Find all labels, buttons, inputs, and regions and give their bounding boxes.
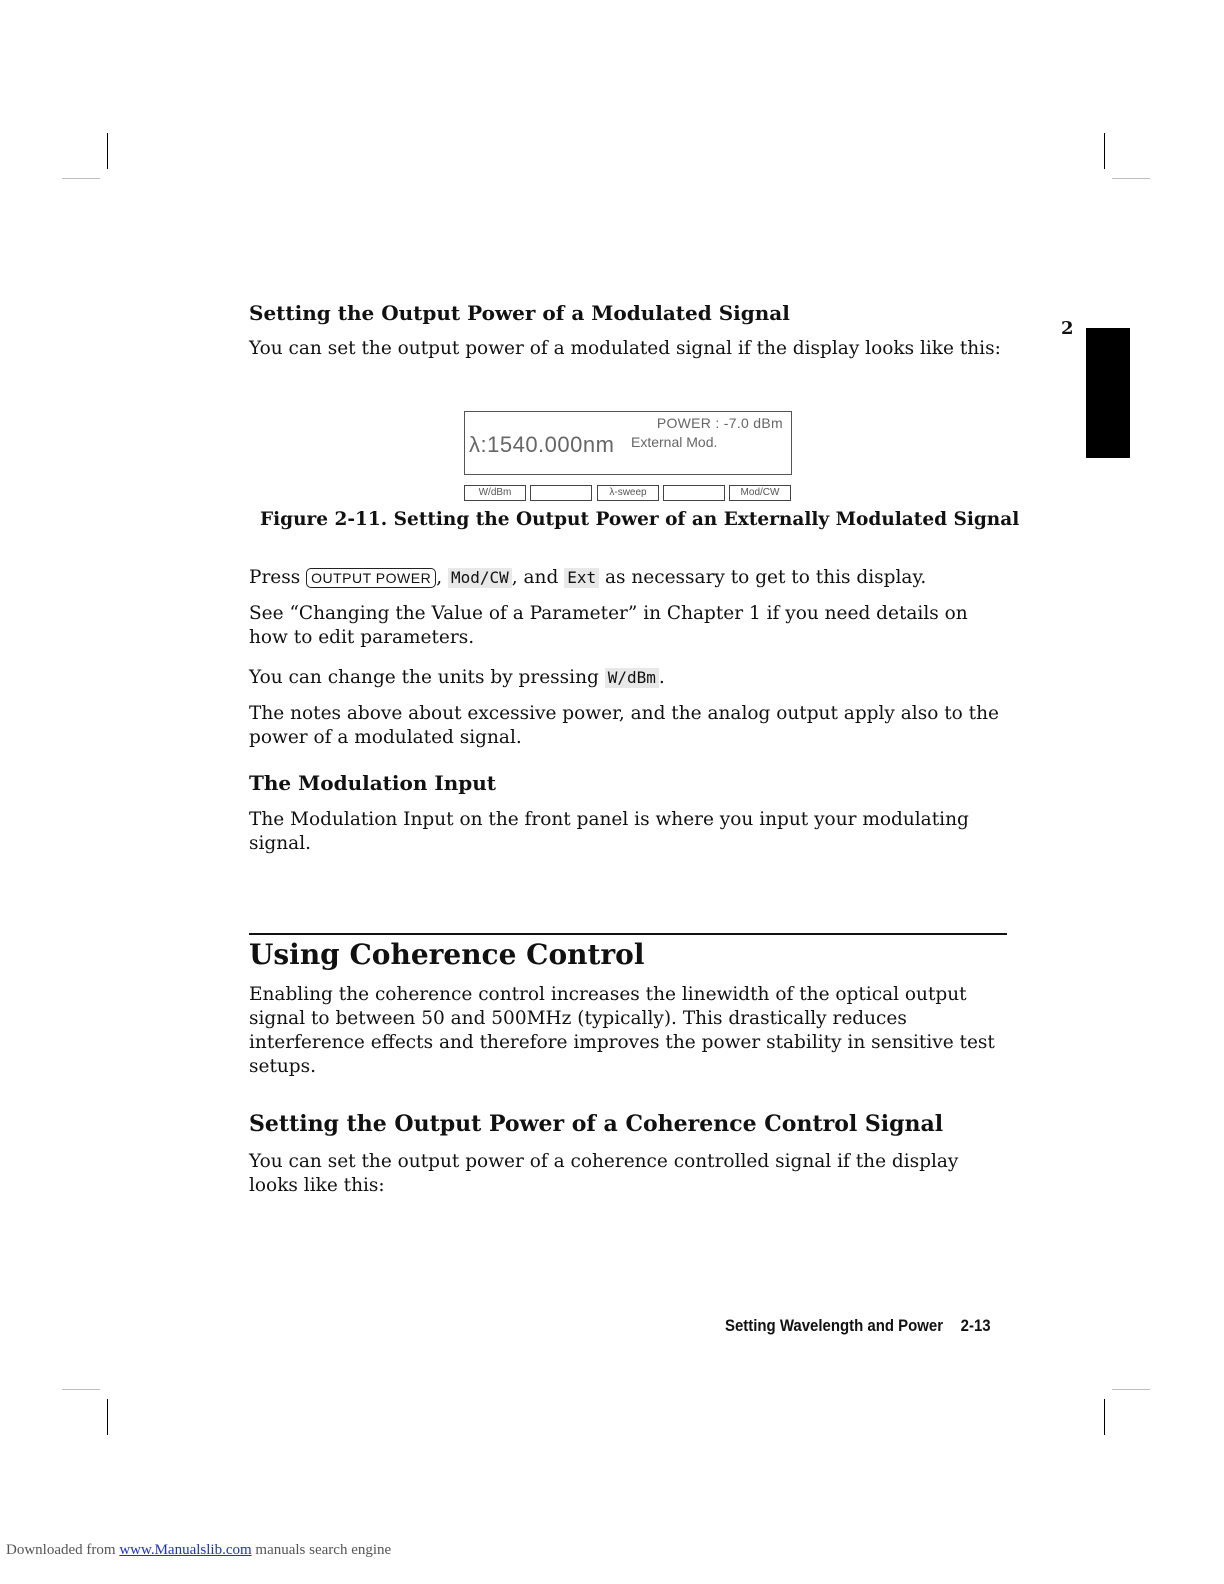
- text: as necessary to get to this display.: [599, 567, 927, 588]
- text: .: [658, 667, 665, 688]
- text: ,: [436, 567, 448, 588]
- paragraph: Enabling the coherence control increases the linewidth of the optical output signal to between 50 and 500MHz (typically). This drastically reduces interference effects and therefore improves the power stability in sensitive test setups.: [249, 984, 995, 1077]
- page-number: 2-13: [960, 1316, 991, 1335]
- section-divider: [249, 933, 1007, 935]
- instrument-display: [464, 411, 792, 475]
- page-footer: [725, 1316, 991, 1336]
- crop-mark: [107, 133, 108, 169]
- press-instruction: [249, 566, 1009, 590]
- text: manuals search engine: [251, 1542, 392, 1558]
- footer-title: Setting Wavelength and Power: [725, 1316, 944, 1335]
- softkey-blank[interactable]: [530, 485, 592, 501]
- softkey-row: [464, 485, 794, 502]
- figure-caption: Figure 2-11. Setting the Output Power of an Externally Modulated Signal: [260, 509, 1020, 530]
- manualslib-link[interactable]: www.Manualslib.com: [119, 1542, 252, 1558]
- text: Press: [249, 567, 307, 588]
- paragraph: The Modulation Input on the front panel is where you input your modulating signal.: [249, 809, 969, 854]
- mod-cw-softkey-label: Mod/CW: [448, 568, 512, 588]
- w-dbm-softkey-label: W/dBm: [605, 668, 659, 688]
- section-heading: Setting the Output Power of a Coherence Control Signal: [249, 1111, 944, 1137]
- text: Downloaded from: [6, 1542, 120, 1558]
- chapter-tab: [1086, 328, 1130, 458]
- paragraph: You can set the output power of a coherence controlled signal if the display looks like this:: [249, 1151, 959, 1196]
- section-heading: The Modulation Input: [249, 771, 497, 795]
- ext-softkey-label: Ext: [564, 568, 599, 588]
- download-note: [6, 1542, 391, 1559]
- softkey-lambda-sweep[interactable]: λ-sweep: [597, 485, 659, 501]
- crop-mark: [107, 1399, 108, 1435]
- display-mode: External Mod.: [631, 434, 718, 450]
- softkey-blank[interactable]: [663, 485, 725, 501]
- chapter-number: 2: [1061, 318, 1074, 339]
- paragraph: The notes above about excessive power, and the analog output apply also to the power of a modulated signal.: [249, 703, 999, 748]
- text: , and: [511, 567, 565, 588]
- section-heading: Setting the Output Power of a Modulated Signal: [249, 301, 790, 325]
- crop-mark: [1112, 178, 1150, 179]
- crop-mark: [1104, 133, 1105, 169]
- crop-mark: [1104, 1399, 1105, 1435]
- paragraph: You can set the output power of a modulated signal if the display looks like this:: [249, 338, 1001, 359]
- chapter-section-title: Using Coherence Control: [249, 938, 645, 971]
- output-power-key: OUTPUT POWER: [306, 568, 436, 588]
- softkey-mod-cw[interactable]: Mod/CW: [729, 485, 791, 501]
- text: You can change the units by pressing: [249, 667, 605, 688]
- paragraph: See “Changing the Value of a Parameter” in Chapter 1 if you need details on how to edit parameters.: [249, 603, 968, 648]
- display-power: POWER : -7.0 dBm: [656, 415, 783, 431]
- crop-mark: [62, 178, 100, 179]
- display-wavelength: λ:1540.000nm: [469, 432, 615, 457]
- crop-mark: [1112, 1389, 1150, 1390]
- units-instruction: [249, 666, 1009, 690]
- softkey-w-dbm[interactable]: W/dBm: [464, 485, 526, 501]
- crop-mark: [62, 1389, 100, 1390]
